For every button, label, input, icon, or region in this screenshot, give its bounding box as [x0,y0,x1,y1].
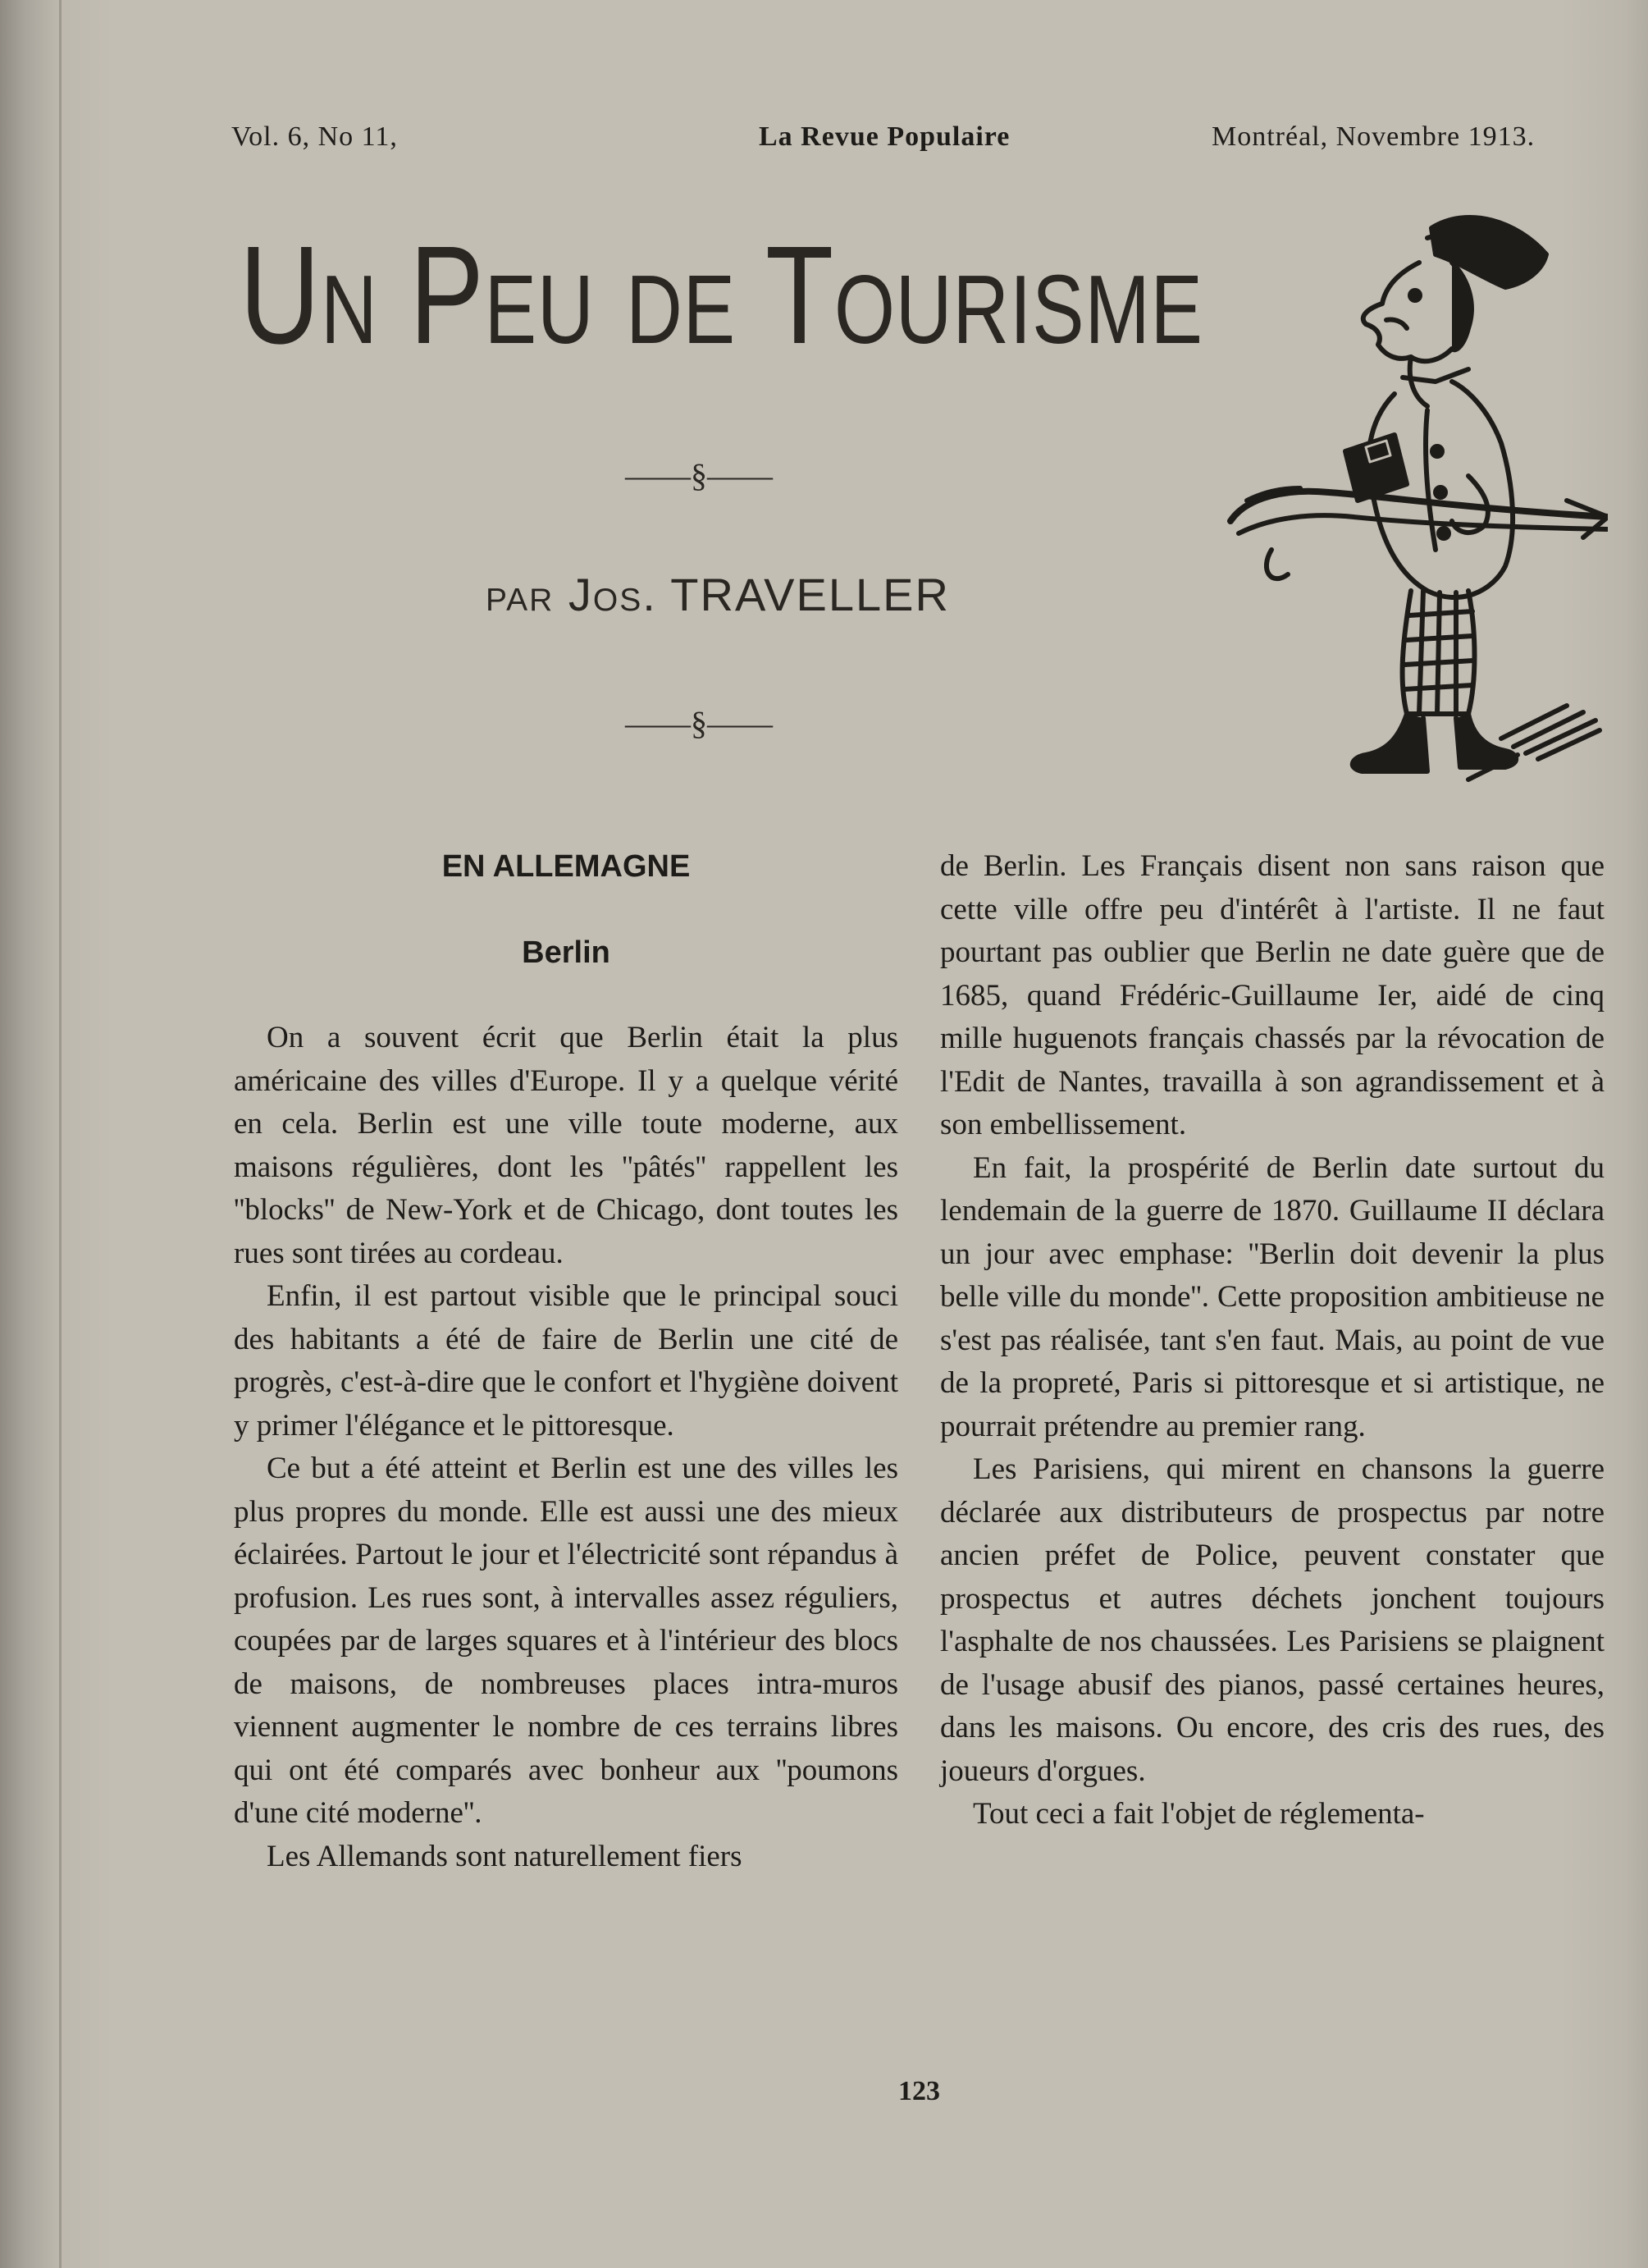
section-heading: EN ALLEMAGNE [441,849,691,884]
running-head-volume: Vol. 6, No 11, [231,121,398,152]
paragraph: Les Parisiens, qui mirent en chansons la guerre déclarée aux distributeurs de prospectus par notre ancien préfet de Police, peuvent constater que prospectus et autres déchets jonchent toujours l'asphalte de nos chaussées. Les Parisiens se plaignent de l'usage abusif des pianos, passé certaines heures, dans les maisons. Ou encore, des cris des rues, des joueurs d'orgues. [940,1452,1605,1788]
paragraph: Tout ceci a fait l'objet de réglementa- [973,1797,1425,1831]
page-number: 123 [898,2076,940,2106]
text-column-left [234,845,898,1878]
paragraph: de Berlin. Les Français disent non sans raison que cette ville offre peu d'intérêt à l'artiste. Il ne faut pourtant pas oublier que Berlin ne date guère que de 1685, quand Frédéric-Guillaume Ier, aidé de cinq mille huguenots français chassés par la révocation de l'Edit de Nantes, travailla à son agrandissement et à son embellissement. [940,849,1605,1141]
article-title: Un Peu de Tourisme [240,217,1203,373]
section-ornament-bottom: ——§—— [625,705,773,742]
article-byline: par Jos. TRAVELLER [486,569,950,620]
section-ornament-top: ——§—— [625,457,773,494]
section-subheading: Berlin [522,935,610,970]
paragraph: En fait, la prospérité de Berlin date surtout du lendemain de la guerre de 1870. Guillaume II déclara un jour avec emphase: ''Berlin doit devenir la plus belle ville du monde''. Cette proposition ambitieuse ne s'est pas réalisée, tant s'en faut. Mais, au point de vue de la propreté, Paris si pittoresque et si artistique, ne pourrait prétendre au premier rang. [940,1150,1605,1443]
binding-edge [59,0,62,2268]
paragraph: Enfin, il est partout visible que le principal souci des habitants a été de faire de Berlin une cité de progrès, c'est-à-dire que le confort et l'hygiène doivent y primer l'élégance et le pittoresque. [234,1279,898,1443]
paragraph: Ce but a été atteint et Berlin est une des villes les plus propres du monde. Elle est aussi une des mieux éclairées. Partout le jour et l'électricité sont répandus à profusion. Les rues sont, à intervalles assez réguliers, coupées par de larges squares et à l'intérieur des blocs de maisons, de nombreuses places intra-muros viennent augmenter le nombre de ces terrains libres qui ont été comparés avec bonheur aux ''poumons d'une cité moderne''. [234,1452,898,1830]
text-column-right [940,845,1605,1836]
traveller-caricature-icon [1222,205,1608,796]
paragraph: On a souvent écrit que Berlin était la plus américaine des villes d'Europe. Il y a quelque vérité en cela. Berlin est une ville toute moderne, aux maisons régulières, dont les ''pâtés'' rappellent les ''blocks'' de New-York et de Chicago, dont toutes les rues sont tirées au cordeau. [234,1021,898,1270]
running-head-journal: La Revue Populaire [759,121,1011,152]
running-head-date: Montréal, Novembre 1913. [1212,121,1536,152]
paragraph: Les Allemands sont naturellement fiers [267,1839,742,1873]
